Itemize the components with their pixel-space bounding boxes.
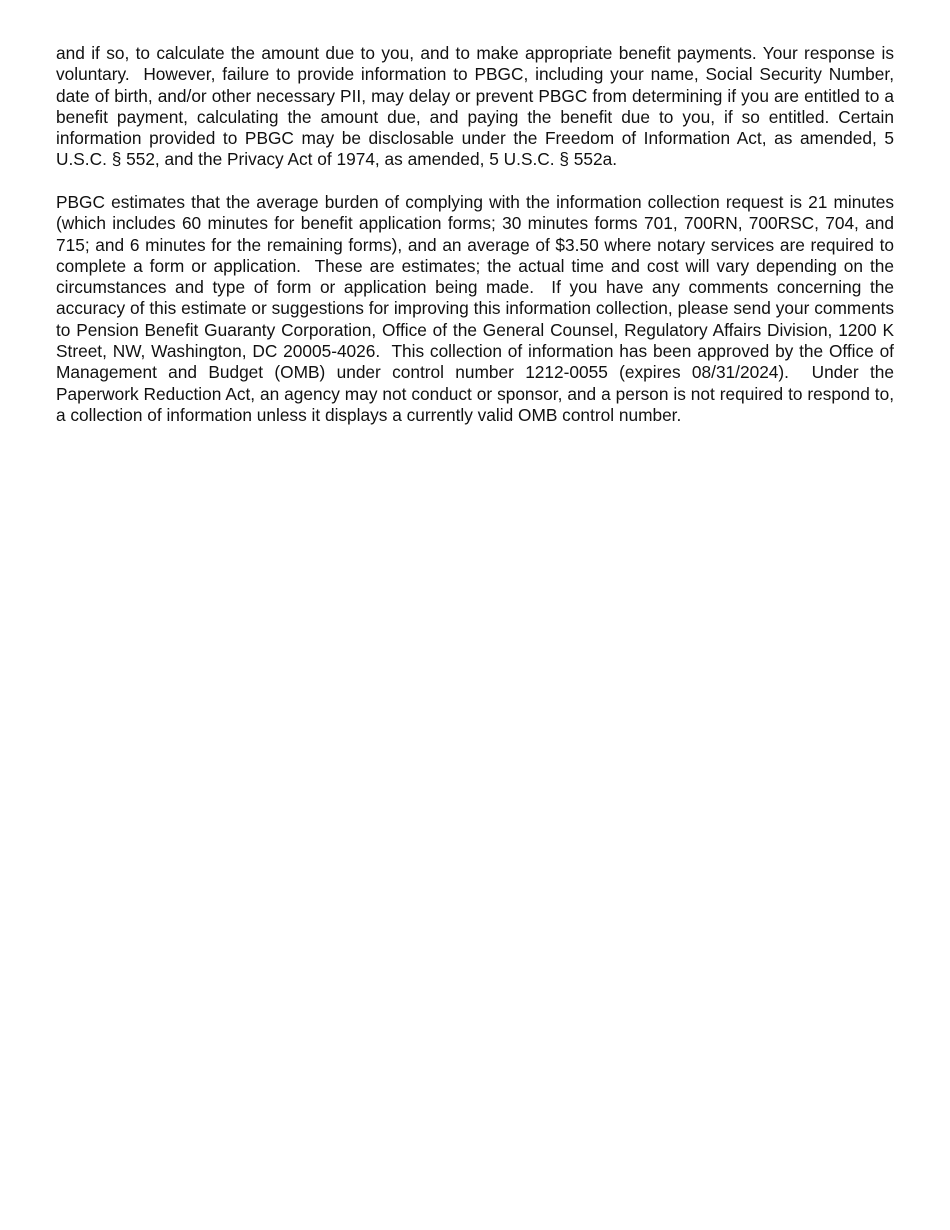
privacy-act-paragraph: and if so, to calculate the amount due to you, and to make appropriate benefit payments. Your response is voluntary. However, failure to provide information to PBGC, including your name, Social Security Number, date of birth, and/or other necessary PII, may delay or prevent PBGC from determining if you are entitled to a benefit payment, calculating the amount due, and paying the benefit due to you, if so entitled. Certain information provided to PBGC may be disclosable under the Freedom of Information Act, as amended, 5 U.S.C. § 552, and the Privacy Act of 1974, as amended, 5 U.S.C. § 552a. bbox=[56, 43, 899, 170]
paperwork-burden-paragraph: PBGC estimates that the average burden of complying with the information collection request is 21 minutes (which includes 60 minutes for benefit application forms; 30 minutes forms 701, 700RN, 700RSC, 704, and 715; and 6 minutes for the remaining forms), and an average of $3.50 where notary services are required to complete a form or application. These are estimates; the actual time and cost will vary depending on the circumstances and type of form or application being made. If you have any comments concerning the accuracy of this estimate or suggestions for improving this information collection, please send your comments to Pension Benefit Guaranty Corporation, Office of the General Counsel, Regulatory Affairs Division, 1200 K Street, NW, Washington, DC 20005-4026. This collection of information has been approved by the Office of Management and Budget (OMB) under control number 1212-0055 (expires 08/31/2024). Under the Paperwork Reduction Act, an agency may not conduct or sponsor, and a person is not required to respond to, a collection of information unless it displays a currently valid OMB control number. bbox=[56, 192, 899, 425]
